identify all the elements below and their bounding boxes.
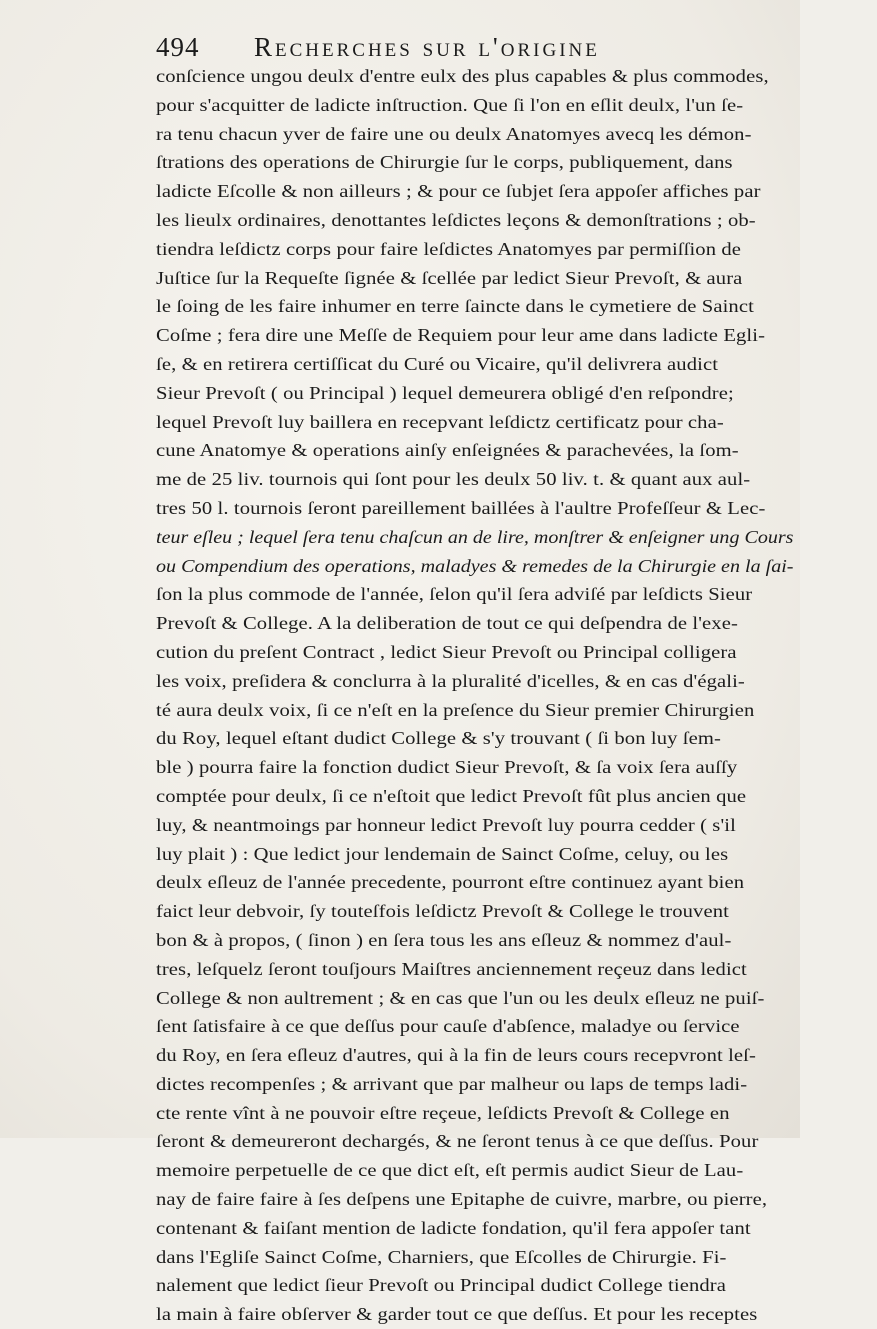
text-line: ſtrations des operations de Chirurgie ſur le corps, publiquement, dans bbox=[156, 152, 733, 173]
text-line: contenant & faiſant mention de ladicte fondation, qu'il fera appoſer tant bbox=[156, 1217, 751, 1238]
text-line: pour s'acquitter de ladicte inſtruction. Que ſi l'on en eſlit deulx, l'un ſe- bbox=[156, 94, 744, 115]
text-line: ou Compendium des operations, maladyes & remedes de la Chirurgie en la ſai- bbox=[156, 555, 794, 576]
text-line: tres, leſquelz ſeront touſjours Maiſtres anciennement reçeuz dans ledict bbox=[156, 958, 747, 979]
text-line: les voix, preſidera & conclurra à la pluralité d'icelles, & en cas d'égali- bbox=[156, 670, 745, 691]
page-number: 494 bbox=[156, 32, 200, 62]
page-header bbox=[156, 24, 796, 64]
text-line: me de 25 liv. tournois qui ſont pour les deulx 50 liv. t. & quant aux aul- bbox=[156, 469, 751, 490]
text-line: comptée pour deulx, ſi ce n'eſtoit que ledict Prevoſt fût plus ancien que bbox=[156, 785, 747, 806]
text-line: luy, & neantmoings par honneur ledict Prevoſt luy pourra cedder ( s'il bbox=[156, 814, 736, 835]
text-line: bon & à propos, ( ſinon ) en ſera tous les ans eſleuz & nommez d'aul- bbox=[156, 929, 732, 950]
text-line: du Roy, en ſera eſleuz d'autres, qui à la fin de leurs cours recepvront leſ- bbox=[156, 1045, 756, 1066]
text-line: té aura deulx voix, ſi ce n'eſt en la preſence du Sieur premier Chirurgien bbox=[156, 699, 755, 720]
text-line: ble ) pourra faire la fonction dudict Sieur Prevoſt, & ſa voix ſera auſſy bbox=[156, 757, 738, 778]
text-line: conſcience ungou deulx d'entre eulx des plus capables & plus commodes, bbox=[156, 66, 769, 86]
text-line: tres 50 l. tournois ſeront pareillement baillées à l'aultre Profeſſeur & Lec- bbox=[156, 497, 766, 518]
text-line: la main à faire obſerver & garder tout ce que deſſus. Et pour les receptes bbox=[156, 1304, 758, 1325]
text-line: Juſtice ſur la Requeſte ſignée & ſcellée par ledict Sieur Prevoſt, & aura bbox=[156, 267, 743, 288]
text-line: Prevoſt & College. A la deliberation de tout ce qui deſpendra de l'exe- bbox=[156, 613, 738, 634]
text-line: ſon la plus commode de l'année, ſelon qu'il ſera adviſé par leſdicts Sieur bbox=[156, 584, 753, 605]
text-line: faict leur debvoir, ſy touteſfois leſdictz Prevoſt & College le trouvent bbox=[156, 901, 729, 922]
running-head: Recherches sur l'origine bbox=[254, 32, 600, 62]
text-line: ladicte Eſcolle & non ailleurs ; & pour ce ſubjet ſera appoſer affiches par bbox=[156, 181, 761, 202]
text-line: Sieur Prevoſt ( ou Principal ) lequel demeurera obligé d'en reſpondre; bbox=[156, 382, 734, 403]
body-text bbox=[156, 62, 800, 1329]
text-line: cune Anatomye & operations ainſy enſeignées & parachevées, la ſom- bbox=[156, 440, 739, 461]
text-line: ſeront & demeureront dechargés, & ne ſeront tenus à ce que deſſus. Pour bbox=[156, 1131, 759, 1152]
text-line: College & non aultrement ; & en cas que l'un ou les deulx eſleuz ne puiſ- bbox=[156, 987, 765, 1008]
text-line: dans l'Egliſe Sainct Coſme, Charniers, que Eſcolles de Chirurgie. Fi- bbox=[156, 1246, 727, 1267]
text-line: ra tenu chacun yver de faire une ou deulx Anatomyes avecq les démon- bbox=[156, 123, 752, 144]
text-line: luy plait ) : Que ledict jour lendemain de Sainct Coſme, celuy, ou les bbox=[156, 843, 729, 864]
text-line: teur eſleu ; lequel ſera tenu chaſcun an de lire, monſtrer & enſeigner ung Cours bbox=[156, 526, 794, 547]
text-line: les lieulx ordinaires, denottantes leſdictes leçons & demonſtrations ; ob- bbox=[156, 209, 756, 230]
text-line: le ſoing de les faire inhumer en terre ſaincte dans le cymetiere de Sainct bbox=[156, 296, 754, 317]
text-line: nalement que ledict ſieur Prevoſt ou Principal dudict College tiendra bbox=[156, 1275, 727, 1296]
text-line: nay de faire faire à ſes deſpens une Epitaphe de cuivre, marbre, ou pierre, bbox=[156, 1189, 768, 1210]
text-line: ſent ſatisfaire à ce que deſſus pour cauſe d'abſence, maladye ou ſervice bbox=[156, 1016, 740, 1037]
text-line: du Roy, lequel eſtant dudict College & s'y trouvant ( ſi bon luy ſem- bbox=[156, 728, 722, 749]
text-line: memoire perpetuelle de ce que dict eſt, eſt permis audict Sieur de Lau- bbox=[156, 1160, 744, 1181]
text-line: cte rente vînt à ne pouvoir eſtre reçeue, leſdicts Prevoſt & College en bbox=[156, 1102, 730, 1123]
text-line: tiendra leſdictz corps pour faire leſdictes Anatomyes par permiſſion de bbox=[156, 238, 742, 259]
text-line: deulx eſleuz de l'année precedente, pourront eſtre continuez ayant bien bbox=[156, 872, 745, 893]
text-line: ſe, & en retirera certiſſicat du Curé ou Vicaire, qu'il delivrera audict bbox=[156, 353, 719, 374]
text-line: lequel Prevoſt luy baillera en recepvant leſdictz certificatz pour cha- bbox=[156, 411, 724, 432]
text-line: dictes recompenſes ; & arrivant que par malheur ou laps de temps ladi- bbox=[156, 1073, 748, 1094]
text-line: cution du preſent Contract , ledict Sieur Prevoſt ou Principal colligera bbox=[156, 641, 737, 662]
text-line: Coſme ; fera dire une Meſſe de Requiem pour leur ame dans ladicte Egli- bbox=[156, 325, 766, 346]
